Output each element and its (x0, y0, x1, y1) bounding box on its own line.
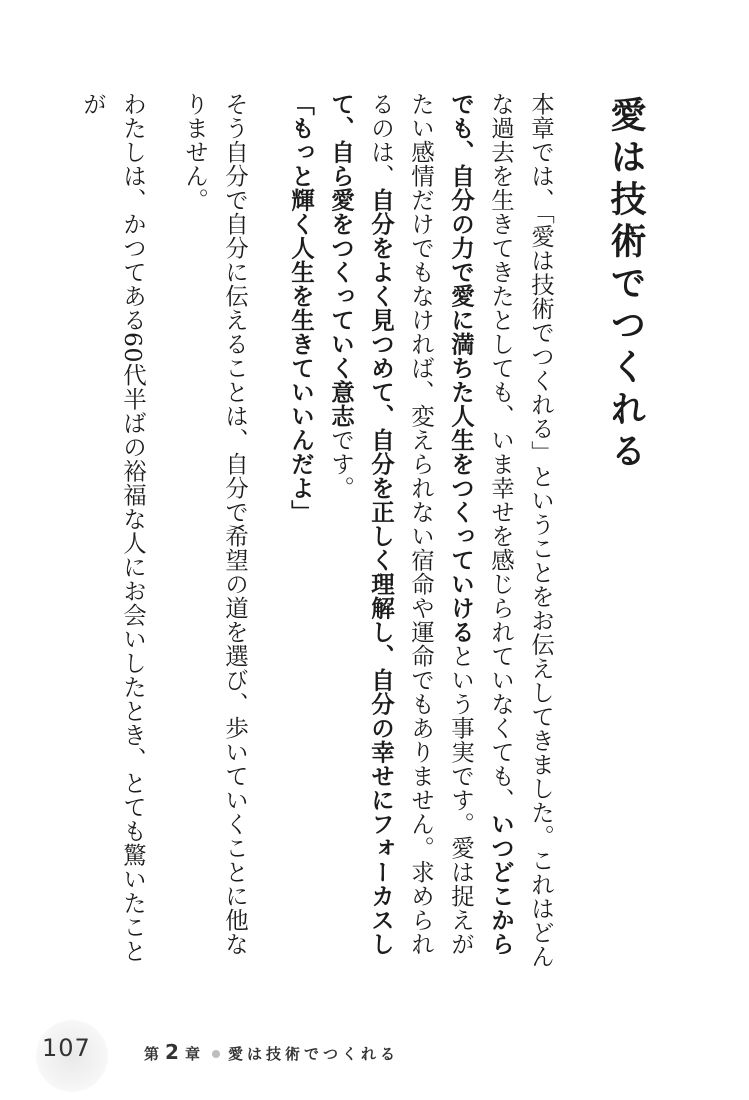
body-text (51, 92, 651, 972)
quote: 「もっと輝く人生を生きていいんだよ」 (287, 92, 315, 524)
paragraph-1-text-d: 愛は捉えがたい感情だけでもなければ、変えられない宿命や運命でもありません。 (407, 92, 475, 956)
page-footer (30, 1020, 710, 1090)
paragraph-1-text-a: 本章では、「愛は技術でつくれる」ということをお伝えしてきました。 (527, 92, 555, 849)
paragraph-1 (321, 92, 561, 972)
chapter-suffix: 章 (184, 1045, 204, 1063)
chapter-prefix: 第 (144, 1045, 164, 1063)
chapter-number: 2 (165, 1040, 183, 1064)
running-title: 愛は技術でつくれる (227, 1045, 399, 1063)
paragraph-3: わたしは、かつてある60代半ばの裕福な人にお会いしたとき、とても驚いたことが (79, 92, 147, 963)
page-number: 107 (42, 1034, 91, 1062)
paragraph-1-text-e: 求められるのは、 (367, 92, 435, 956)
paragraph-1-text-f: です。 (327, 428, 355, 500)
paragraph-1-text-c: という事実です。 (447, 644, 475, 836)
paragraph-1-emphasis-1: いつどこからでも、自分の力で愛に満ちた人生をつくっていける (447, 92, 515, 956)
paragraph-2: そう自分で自分に伝えることは、自分で希望の道を選び、歩いていくことに他なりません。 (181, 92, 249, 956)
separator-dot-icon (212, 1050, 220, 1058)
running-head (144, 1040, 399, 1064)
paragraph-1-emphasis-2: 自分をよく見つめて、自分を正しく理解し、自分の幸せにフォーカスして、自ら愛をつくっていく意志 (327, 92, 395, 956)
paragraph-1-text-b: これはどんな過去を生きてきたとしても、いま幸せを感じられていなくても、 (487, 92, 555, 969)
section-title: 愛は技術でつくれる (605, 96, 646, 474)
